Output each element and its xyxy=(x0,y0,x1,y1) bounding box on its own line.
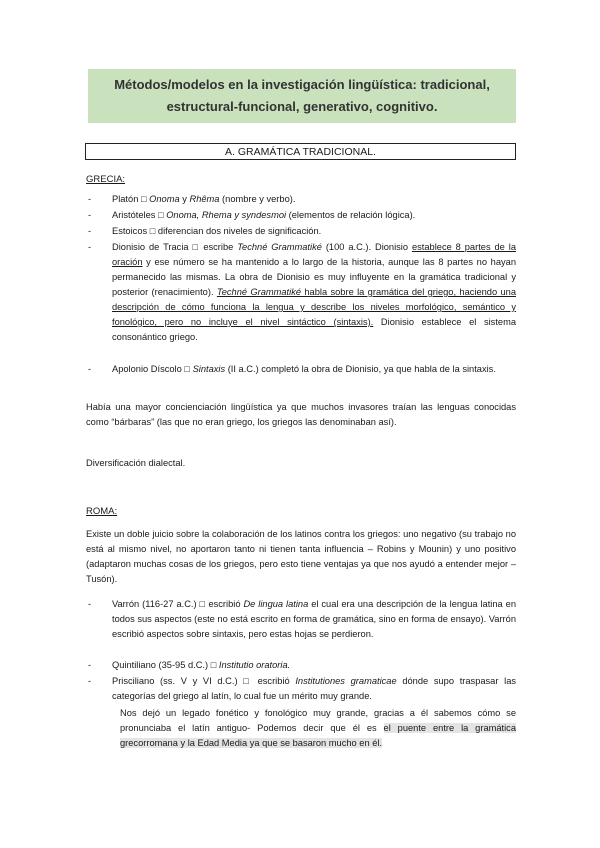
bullet-mark: - xyxy=(88,660,92,670)
bullet-quintiliano: Quintiliano (35-95 d.C.) □ Institutio oratoria. xyxy=(112,660,291,670)
bullet-mark: - xyxy=(88,226,92,236)
prisciliano-continuation: Nos dejó un legado fonético y fonológico muy grande, gracias a él sabemos cómo se pronunciaba el latín antiguo- Podemos decir que él es el puente entre la gramática grecorromana y la Edad Media ya que se basaron mucho en él. xyxy=(120,708,517,748)
bullet-mark: - xyxy=(88,210,92,220)
grecia-paragraph-1: Había una mayor concienciación lingüística ya que muchos invasores traían las lenguas conocidas como “bárbaras” (las que no eran griego, los griegos las denominaban así). xyxy=(86,402,516,427)
bullet-platon: Platón □ Onoma y Rhêma (nombre y verbo). xyxy=(112,194,296,204)
section-heading-a: A. GRAMÁTICA TRADICIONAL. xyxy=(85,143,516,160)
roma-paragraph-1: Existe un doble juicio sobre la colaboración de los latinos contra los griegos: uno negativo (su trabajo no está al mismo nivel, no aportaron tanto ni tienen tanta influencia – Robins y Mounin) y uno positivo (adaptaron muchas cosas de los griegos, pero esto tiene ventajas ya que nos ayudó a entender mejor – Tusón). xyxy=(86,529,516,584)
bullet-mark: - xyxy=(88,599,92,609)
bullet-estoicos: Estoicos □ diferencian dos niveles de significación. xyxy=(112,226,322,236)
title-banner xyxy=(88,69,516,123)
roma-heading: ROMA: xyxy=(86,506,118,517)
grecia-heading: GRECIA: xyxy=(86,174,126,185)
title-line-2: estructural-funcional, generativo, cognitivo. xyxy=(166,99,438,114)
bullet-mark: - xyxy=(88,676,92,686)
bullet-mark: - xyxy=(88,364,92,374)
bullet-prisciliano: Prisciliano (ss. V y VI d.C.) □ escribió Institutiones gramaticae dónde supo traspasar las categorías del griego al latín, lo cual fue un mérito muy grande. xyxy=(112,676,517,701)
bullet-varron: Varrón (116-27 a.C.) □ escribió De lingua latina el cual era una descripción de la lengua latina en todos sus aspectos (este no está escrito en forma de gramática, sino en forma de ensayo). Varrón escribió aspectos sobre sintaxis, pero estas hojas se perdieron. xyxy=(112,599,516,639)
bullet-dionisio: Dionisio de Tracia □ escribe Techné Grammatiké (100 a.C.). Dionisio establece 8 partes de la oración y ese número se ha mantenido a lo largo de la historia, aunque las 8 partes no hayan permanecido las mismas. La obra de Dionisio es muy influyente en la gramática tradicional y posterior (renacimiento). Techné Grammatiké habla sobre la gramática del griego, haciendo una descripción de cómo funciona la lengua y describe los niveles morfológico, semántico y fonológico, pero no incluye el nivel sintáctico (sintaxis). Dionisio establece el sistema consonántico griego. xyxy=(112,242,517,342)
grecia-paragraph-2: Diversificación dialectal. xyxy=(86,458,186,468)
bullet-apolonio: Apolonio Díscolo □ Sintaxis (II a.C.) completó la obra de Dionisio, ya que habla de la sintaxis. xyxy=(112,364,496,374)
title-line-1: Métodos/modelos en la investigación lingüística: tradicional, xyxy=(114,77,490,92)
bullet-aristoteles: Aristóteles □ Onoma, Rhema y syndesmoi (elementos de relación lógica). xyxy=(112,210,416,220)
bullet-mark: - xyxy=(88,242,92,252)
bullet-mark: - xyxy=(88,194,92,204)
